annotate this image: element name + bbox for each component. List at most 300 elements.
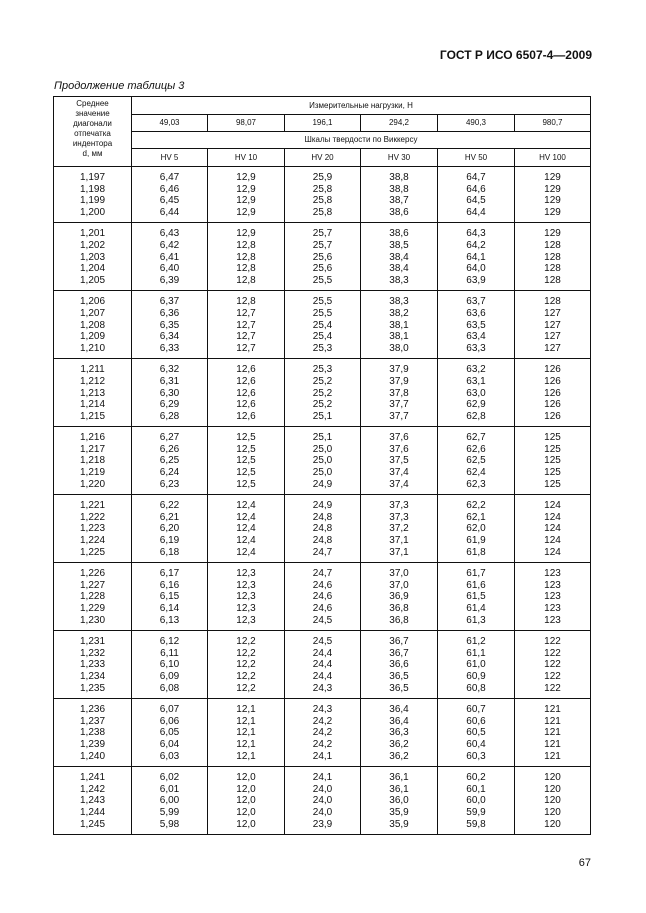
scale-name: HV 30: [361, 149, 438, 167]
page-number: 67: [578, 857, 591, 869]
vickers-hardness-table: [53, 96, 591, 835]
hardness-value-cell: 129: [515, 167, 591, 184]
load-value: 196,1: [285, 115, 361, 132]
hardness-value-cell: 12,9: [208, 184, 285, 196]
hardness-value-cell: 12,1: [208, 727, 285, 739]
hardness-value-cell: 12,5: [208, 467, 285, 479]
diagonal-value-cell: 1,199: [54, 195, 132, 207]
hardness-value-cell: 61,1: [438, 648, 515, 660]
hardness-value-cell: 127: [515, 320, 591, 332]
table-row: [54, 495, 591, 512]
hardness-value-cell: 12,7: [208, 320, 285, 332]
hardness-value-cell: 25,1: [285, 411, 361, 427]
hardness-value-cell: 36,3: [361, 727, 438, 739]
hardness-value-cell: 24,2: [285, 716, 361, 728]
hardness-value-cell: 38,7: [361, 195, 438, 207]
hardness-value-cell: 36,9: [361, 591, 438, 603]
hardness-value-cell: 12,1: [208, 751, 285, 767]
hardness-value-cell: 12,3: [208, 615, 285, 631]
hardness-value-cell: 6,17: [132, 563, 208, 580]
hardness-value-cell: 123: [515, 591, 591, 603]
hardness-value-cell: 62,1: [438, 512, 515, 524]
hardness-value-cell: 24,3: [285, 699, 361, 716]
hardness-value-cell: 12,7: [208, 343, 285, 359]
hardness-value-cell: 64,4: [438, 207, 515, 223]
diagonal-value-cell: 1,216: [54, 427, 132, 444]
diagonal-value-cell: 1,220: [54, 479, 132, 495]
diagonal-value-cell: 1,197: [54, 167, 132, 184]
document-standard-header: ГОСТ Р ИСО 6507-4—2009: [439, 48, 592, 62]
diagonal-value-cell: 1,230: [54, 615, 132, 631]
row-group: [54, 495, 591, 563]
hardness-value-cell: 36,5: [361, 671, 438, 683]
hardness-value-cell: 60,7: [438, 699, 515, 716]
hardness-value-cell: 38,5: [361, 240, 438, 252]
hardness-value-cell: 24,0: [285, 795, 361, 807]
hardness-value-cell: 37,2: [361, 523, 438, 535]
hardness-value-cell: 121: [515, 699, 591, 716]
hardness-value-cell: 12,6: [208, 399, 285, 411]
hardness-value-cell: 61,5: [438, 591, 515, 603]
hardness-value-cell: 64,6: [438, 184, 515, 196]
hardness-value-cell: 121: [515, 727, 591, 739]
hardness-value-cell: 25,0: [285, 444, 361, 456]
hardness-value-cell: 122: [515, 648, 591, 660]
hardness-value-cell: 6,11: [132, 648, 208, 660]
hardness-value-cell: 12,8: [208, 275, 285, 291]
hardness-value-cell: 120: [515, 784, 591, 796]
hardness-value-cell: 37,1: [361, 535, 438, 547]
hardness-value-cell: 37,0: [361, 563, 438, 580]
hardness-value-cell: 38,1: [361, 331, 438, 343]
hardness-value-cell: 126: [515, 399, 591, 411]
load-value: 980,7: [515, 115, 591, 132]
table-header: [54, 97, 591, 167]
hardness-value-cell: 60,5: [438, 727, 515, 739]
diagonal-value-cell: 1,211: [54, 359, 132, 376]
hardness-value-cell: 6,39: [132, 275, 208, 291]
table-row: [54, 467, 591, 479]
load-value: 294,2: [361, 115, 438, 132]
hardness-value-cell: 37,8: [361, 388, 438, 400]
hardness-value-cell: 6,12: [132, 631, 208, 648]
hardness-value-cell: 36,7: [361, 631, 438, 648]
hardness-value-cell: 123: [515, 603, 591, 615]
corner-line: Среднее: [76, 99, 109, 108]
hardness-value-cell: 6,15: [132, 591, 208, 603]
hardness-value-cell: 128: [515, 275, 591, 291]
hardness-value-cell: 122: [515, 659, 591, 671]
table-row: [54, 207, 591, 223]
hardness-value-cell: 37,4: [361, 479, 438, 495]
row-group: [54, 427, 591, 495]
load-value: 49,03: [132, 115, 208, 132]
hardness-value-cell: 123: [515, 615, 591, 631]
hardness-value-cell: 12,6: [208, 359, 285, 376]
diagonal-value-cell: 1,214: [54, 399, 132, 411]
hardness-value-cell: 37,9: [361, 359, 438, 376]
hardness-value-cell: 120: [515, 819, 591, 835]
hardness-value-cell: 24,1: [285, 767, 361, 784]
hardness-value-cell: 59,9: [438, 807, 515, 819]
hardness-value-cell: 6,06: [132, 716, 208, 728]
hardness-value-cell: 6,23: [132, 479, 208, 495]
hardness-value-cell: 36,8: [361, 615, 438, 631]
hardness-value-cell: 63,4: [438, 331, 515, 343]
hardness-value-cell: 60,1: [438, 784, 515, 796]
table-row: [54, 444, 591, 456]
hardness-value-cell: 24,6: [285, 580, 361, 592]
table-row: [54, 659, 591, 671]
hardness-value-cell: 12,8: [208, 252, 285, 264]
diagonal-value-cell: 1,212: [54, 376, 132, 388]
hardness-value-cell: 6,47: [132, 167, 208, 184]
hardness-value-cell: 12,9: [208, 207, 285, 223]
table-row: [54, 263, 591, 275]
hardness-value-cell: 12,3: [208, 563, 285, 580]
hardness-value-cell: 125: [515, 444, 591, 456]
table-row: [54, 795, 591, 807]
hardness-value-cell: 12,4: [208, 495, 285, 512]
hardness-value-cell: 24,8: [285, 523, 361, 535]
hardness-value-cell: 24,4: [285, 659, 361, 671]
hardness-value-cell: 61,7: [438, 563, 515, 580]
hardness-value-cell: 61,4: [438, 603, 515, 615]
hardness-value-cell: 6,14: [132, 603, 208, 615]
hardness-value-cell: 36,2: [361, 751, 438, 767]
diagonal-value-cell: 1,219: [54, 467, 132, 479]
hardness-value-cell: 12,1: [208, 699, 285, 716]
hardness-value-cell: 6,25: [132, 455, 208, 467]
hardness-value-cell: 38,3: [361, 275, 438, 291]
row-group: [54, 563, 591, 631]
table-row: [54, 739, 591, 751]
hardness-value-cell: 24,7: [285, 547, 361, 563]
hardness-value-cell: 6,34: [132, 331, 208, 343]
row-group: [54, 767, 591, 835]
hardness-value-cell: 12,2: [208, 631, 285, 648]
table-row: [54, 252, 591, 264]
hardness-value-cell: 62,8: [438, 411, 515, 427]
hardness-value-cell: 62,0: [438, 523, 515, 535]
hardness-value-cell: 25,8: [285, 184, 361, 196]
hardness-value-cell: 38,0: [361, 343, 438, 359]
diagonal-value-cell: 1,225: [54, 547, 132, 563]
hardness-value-cell: 122: [515, 683, 591, 699]
hardness-value-cell: 60,6: [438, 716, 515, 728]
diagonal-value-cell: 1,210: [54, 343, 132, 359]
table-row: [54, 523, 591, 535]
hardness-value-cell: 25,4: [285, 320, 361, 332]
diagonal-value-cell: 1,209: [54, 331, 132, 343]
scale-name: HV 50: [438, 149, 515, 167]
hardness-value-cell: 63,2: [438, 359, 515, 376]
hardness-value-cell: 36,0: [361, 795, 438, 807]
table-row: [54, 388, 591, 400]
hardness-value-cell: 24,6: [285, 603, 361, 615]
hardness-value-cell: 6,44: [132, 207, 208, 223]
hardness-value-cell: 36,7: [361, 648, 438, 660]
hardness-value-cell: 24,5: [285, 615, 361, 631]
hardness-value-cell: 64,3: [438, 223, 515, 240]
table-row: [54, 648, 591, 660]
hardness-value-cell: 60,2: [438, 767, 515, 784]
row-group: [54, 359, 591, 427]
hardness-value-cell: 126: [515, 388, 591, 400]
row-group: [54, 223, 591, 291]
hardness-value-cell: 6,26: [132, 444, 208, 456]
hardness-value-cell: 6,09: [132, 671, 208, 683]
hardness-value-cell: 63,0: [438, 388, 515, 400]
corner-line: диагонали: [73, 119, 112, 128]
diagonal-value-cell: 1,227: [54, 580, 132, 592]
hardness-value-cell: 25,7: [285, 223, 361, 240]
corner-line: отпечатка: [74, 129, 111, 138]
hardness-value-cell: 38,6: [361, 207, 438, 223]
diagonal-value-cell: 1,223: [54, 523, 132, 535]
hardness-value-cell: 126: [515, 411, 591, 427]
diagonal-value-cell: 1,245: [54, 819, 132, 835]
table-row: [54, 411, 591, 427]
hardness-value-cell: 12,0: [208, 807, 285, 819]
hardness-value-cell: 59,8: [438, 819, 515, 835]
hardness-value-cell: 12,4: [208, 547, 285, 563]
hardness-value-cell: 120: [515, 767, 591, 784]
hardness-value-cell: 129: [515, 223, 591, 240]
scale-name: HV 100: [515, 149, 591, 167]
hardness-value-cell: 24,7: [285, 563, 361, 580]
hardness-value-cell: 6,28: [132, 411, 208, 427]
hardness-value-cell: 23,9: [285, 819, 361, 835]
diagonal-column-header: [54, 97, 132, 167]
hardness-value-cell: 6,43: [132, 223, 208, 240]
hardness-value-cell: 37,3: [361, 512, 438, 524]
hardness-value-cell: 6,41: [132, 252, 208, 264]
diagonal-value-cell: 1,218: [54, 455, 132, 467]
table-row: [54, 580, 591, 592]
hardness-value-cell: 6,07: [132, 699, 208, 716]
scale-name: HV 20: [285, 149, 361, 167]
hardness-value-cell: 24,4: [285, 671, 361, 683]
hardness-value-cell: 60,3: [438, 751, 515, 767]
table-row: [54, 427, 591, 444]
hardness-value-cell: 37,4: [361, 467, 438, 479]
table-row: [54, 512, 591, 524]
hardness-value-cell: 25,6: [285, 263, 361, 275]
hardness-value-cell: 60,8: [438, 683, 515, 699]
hardness-value-cell: 124: [515, 547, 591, 563]
hardness-value-cell: 37,6: [361, 427, 438, 444]
hardness-value-cell: 38,4: [361, 252, 438, 264]
hardness-value-cell: 25,8: [285, 207, 361, 223]
row-group: [54, 291, 591, 359]
table-row: [54, 399, 591, 411]
hardness-value-cell: 25,4: [285, 331, 361, 343]
hardness-value-cell: 6,05: [132, 727, 208, 739]
hardness-value-cell: 25,3: [285, 343, 361, 359]
hardness-value-cell: 24,4: [285, 648, 361, 660]
hardness-value-cell: 25,5: [285, 291, 361, 308]
table-row: [54, 184, 591, 196]
hardness-value-cell: 6,03: [132, 751, 208, 767]
hardness-value-cell: 12,4: [208, 512, 285, 524]
hardness-value-cell: 37,7: [361, 399, 438, 411]
table-row: [54, 603, 591, 615]
diagonal-value-cell: 1,233: [54, 659, 132, 671]
hardness-value-cell: 12,3: [208, 591, 285, 603]
hardness-value-cell: 36,6: [361, 659, 438, 671]
hardness-value-cell: 36,8: [361, 603, 438, 615]
hardness-value-cell: 25,0: [285, 467, 361, 479]
hardness-value-cell: 121: [515, 716, 591, 728]
hardness-value-cell: 125: [515, 467, 591, 479]
diagonal-value-cell: 1,205: [54, 275, 132, 291]
hardness-value-cell: 12,5: [208, 479, 285, 495]
hardness-value-cell: 122: [515, 671, 591, 683]
hardness-value-cell: 12,3: [208, 603, 285, 615]
diagonal-value-cell: 1,203: [54, 252, 132, 264]
hardness-value-cell: 38,8: [361, 184, 438, 196]
hardness-value-cell: 36,1: [361, 784, 438, 796]
hardness-value-cell: 25,6: [285, 252, 361, 264]
hardness-value-cell: 37,3: [361, 495, 438, 512]
hardness-value-cell: 12,9: [208, 167, 285, 184]
diagonal-value-cell: 1,243: [54, 795, 132, 807]
diagonal-value-cell: 1,198: [54, 184, 132, 196]
hardness-value-cell: 63,7: [438, 291, 515, 308]
table-row: [54, 535, 591, 547]
hardness-value-cell: 6,45: [132, 195, 208, 207]
scale-name: HV 5: [132, 149, 208, 167]
hardness-value-cell: 124: [515, 535, 591, 547]
hardness-value-cell: 127: [515, 331, 591, 343]
hardness-value-cell: 6,35: [132, 320, 208, 332]
hardness-value-cell: 24,8: [285, 512, 361, 524]
hardness-value-cell: 127: [515, 308, 591, 320]
table-row: [54, 819, 591, 835]
hardness-value-cell: 35,9: [361, 819, 438, 835]
hardness-value-cell: 62,4: [438, 467, 515, 479]
table-row: [54, 591, 591, 603]
table-row: [54, 240, 591, 252]
hardness-value-cell: 127: [515, 343, 591, 359]
hardness-value-cell: 6,22: [132, 495, 208, 512]
hardness-value-cell: 24,8: [285, 535, 361, 547]
diagonal-value-cell: 1,224: [54, 535, 132, 547]
table-row: [54, 308, 591, 320]
hardness-value-cell: 129: [515, 207, 591, 223]
hardness-value-cell: 61,2: [438, 631, 515, 648]
table-row: [54, 784, 591, 796]
table-row: [54, 563, 591, 580]
hardness-value-cell: 38,4: [361, 263, 438, 275]
hardness-value-cell: 12,2: [208, 683, 285, 699]
hardness-value-cell: 62,7: [438, 427, 515, 444]
hardness-value-cell: 60,9: [438, 671, 515, 683]
hardness-value-cell: 6,20: [132, 523, 208, 535]
hardness-value-cell: 37,6: [361, 444, 438, 456]
hardness-value-cell: 24,0: [285, 807, 361, 819]
hardness-value-cell: 6,46: [132, 184, 208, 196]
diagonal-value-cell: 1,201: [54, 223, 132, 240]
hardness-value-cell: 12,2: [208, 648, 285, 660]
hardness-value-cell: 37,9: [361, 376, 438, 388]
hardness-value-cell: 62,6: [438, 444, 515, 456]
hardness-value-cell: 36,1: [361, 767, 438, 784]
diagonal-value-cell: 1,204: [54, 263, 132, 275]
table-row: [54, 479, 591, 495]
hardness-value-cell: 61,0: [438, 659, 515, 671]
row-group: [54, 699, 591, 767]
hardness-value-cell: 6,42: [132, 240, 208, 252]
hardness-value-cell: 12,2: [208, 659, 285, 671]
hardness-value-cell: 12,8: [208, 240, 285, 252]
hardness-value-cell: 123: [515, 580, 591, 592]
hardness-value-cell: 25,2: [285, 399, 361, 411]
hardness-value-cell: 12,1: [208, 716, 285, 728]
hardness-value-cell: 25,7: [285, 240, 361, 252]
table-row: [54, 767, 591, 784]
hardness-value-cell: 128: [515, 291, 591, 308]
hardness-value-cell: 25,5: [285, 308, 361, 320]
hardness-value-cell: 63,6: [438, 308, 515, 320]
hardness-value-cell: 12,5: [208, 427, 285, 444]
diagonal-value-cell: 1,208: [54, 320, 132, 332]
hardness-value-cell: 120: [515, 795, 591, 807]
table-row: [54, 683, 591, 699]
diagonal-value-cell: 1,215: [54, 411, 132, 427]
hardness-value-cell: 60,4: [438, 739, 515, 751]
diagonal-value-cell: 1,239: [54, 739, 132, 751]
row-group: [54, 167, 591, 223]
scales-title: Шкалы твердости по Виккерсу: [132, 132, 591, 149]
hardness-value-cell: 62,2: [438, 495, 515, 512]
hardness-value-cell: 37,1: [361, 547, 438, 563]
corner-line: индентора: [72, 139, 113, 148]
hardness-value-cell: 37,5: [361, 455, 438, 467]
hardness-value-cell: 128: [515, 240, 591, 252]
diagonal-value-cell: 1,206: [54, 291, 132, 308]
hardness-value-cell: 6,36: [132, 308, 208, 320]
diagonal-value-cell: 1,217: [54, 444, 132, 456]
hardness-value-cell: 61,9: [438, 535, 515, 547]
hardness-value-cell: 25,1: [285, 427, 361, 444]
hardness-value-cell: 36,4: [361, 716, 438, 728]
hardness-value-cell: 120: [515, 807, 591, 819]
hardness-value-cell: 24,2: [285, 727, 361, 739]
hardness-value-cell: 24,1: [285, 751, 361, 767]
hardness-value-cell: 128: [515, 263, 591, 275]
hardness-value-cell: 124: [515, 495, 591, 512]
hardness-value-cell: 6,37: [132, 291, 208, 308]
corner-line: d, мм: [82, 149, 103, 158]
hardness-value-cell: 64,1: [438, 252, 515, 264]
table-row: [54, 343, 591, 359]
table-row: [54, 631, 591, 648]
hardness-value-cell: 6,30: [132, 388, 208, 400]
hardness-value-cell: 24,6: [285, 591, 361, 603]
hardness-value-cell: 64,0: [438, 263, 515, 275]
hardness-value-cell: 62,9: [438, 399, 515, 411]
table-row: [54, 455, 591, 467]
hardness-value-cell: 36,5: [361, 683, 438, 699]
load-value: 98,07: [208, 115, 285, 132]
hardness-value-cell: 12,9: [208, 223, 285, 240]
hardness-value-cell: 129: [515, 195, 591, 207]
table-row: [54, 223, 591, 240]
hardness-value-cell: 12,6: [208, 388, 285, 400]
diagonal-value-cell: 1,202: [54, 240, 132, 252]
